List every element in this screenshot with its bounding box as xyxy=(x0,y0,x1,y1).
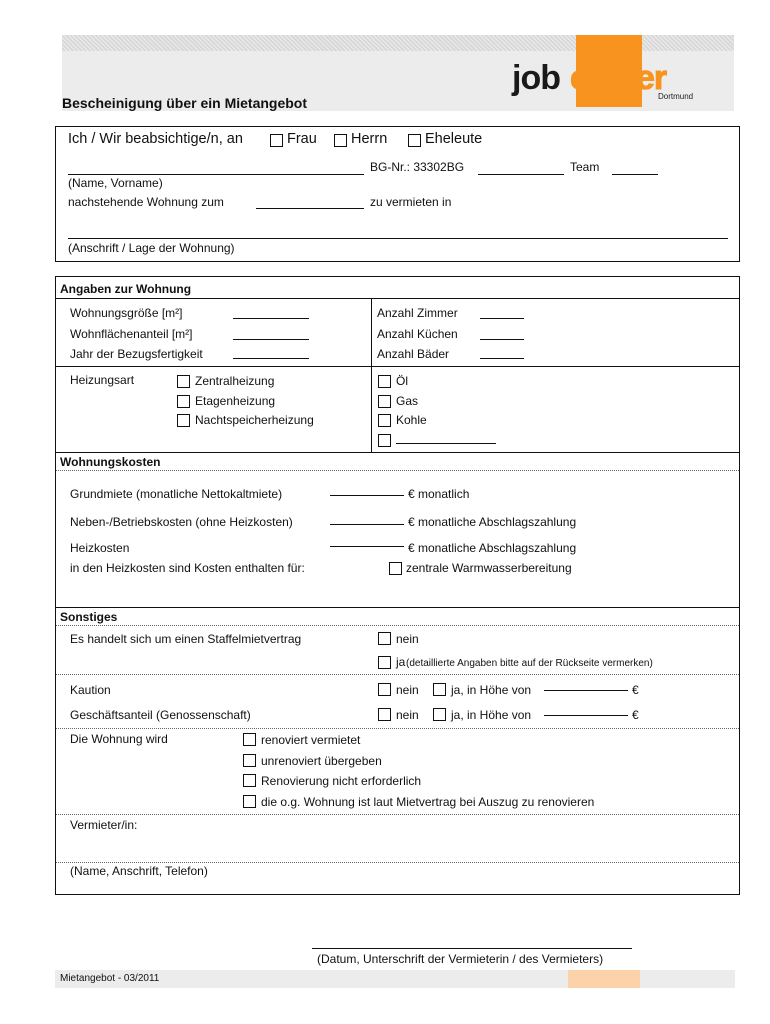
other-heating-line[interactable] xyxy=(396,443,496,444)
neben-line[interactable] xyxy=(330,524,404,525)
staffel-ja-label: ja xyxy=(396,655,406,669)
etagen-label: Etagenheizung xyxy=(195,394,276,408)
geschaeft-nein-label: nein xyxy=(396,708,419,722)
kuechen-line[interactable] xyxy=(480,339,524,340)
nicht-erforderlich-checkbox[interactable] xyxy=(243,774,256,787)
kaution-nein-label: nein xyxy=(396,683,419,697)
renovierung-rule xyxy=(56,814,739,815)
unrenoviert-checkbox[interactable] xyxy=(243,754,256,767)
zimmer-line[interactable] xyxy=(480,318,524,319)
etagen-checkbox[interactable] xyxy=(177,395,190,408)
anschrift-label: (Anschrift / Lage der Wohnung) xyxy=(68,241,235,255)
staffel-ja-checkbox[interactable] xyxy=(378,656,391,669)
geschaeft-ja-checkbox[interactable] xyxy=(433,708,446,721)
neben-unit: € monatliche Abschlagszahlung xyxy=(408,515,577,529)
oel-label: Öl xyxy=(396,374,408,388)
grundmiete-line[interactable] xyxy=(330,495,404,496)
baeder-label: Anzahl Bäder xyxy=(377,347,450,361)
kohle-label: Kohle xyxy=(396,413,427,427)
geschaeft-rule xyxy=(56,728,739,729)
grundmiete-unit: € monatlich xyxy=(408,487,470,501)
staffel-ja-note: (detaillierte Angaben bitte auf der Rückseite vermerken) xyxy=(406,658,653,669)
other-heating-checkbox[interactable] xyxy=(378,434,391,447)
kaution-euro: € xyxy=(632,683,639,697)
kaution-label: Kaution xyxy=(70,683,111,697)
logo-center: center xyxy=(570,59,667,97)
footer-orange-block xyxy=(568,970,640,988)
anteil-line[interactable] xyxy=(233,339,309,340)
geschaeft-label: Geschäftsanteil (Genossenschaft) xyxy=(70,708,251,722)
eheleute-label: Eheleute xyxy=(425,131,483,147)
heizkosten-unit: € monatliche Abschlagszahlung xyxy=(408,541,577,555)
heizkosten-line[interactable] xyxy=(330,546,404,547)
zentral-checkbox[interactable] xyxy=(177,375,190,388)
sonstiges-heading-rule xyxy=(56,625,739,626)
geschaeft-nein-checkbox[interactable] xyxy=(378,708,391,721)
herrn-label: Herrn xyxy=(351,131,388,147)
footer-version: Mietangebot - 03/2011 xyxy=(60,973,160,984)
kohle-checkbox[interactable] xyxy=(378,414,391,427)
baeder-line[interactable] xyxy=(480,358,524,359)
frau-label: Frau xyxy=(287,131,317,147)
groesse-label: Wohnungsgröße [m²] xyxy=(70,306,183,320)
eheleute-checkbox[interactable] xyxy=(408,134,421,147)
zimmer-label: Anzahl Zimmer xyxy=(377,306,458,320)
auszug-label: die o.g. Wohnung ist laut Mietvertrag bei Auszug zu renovieren xyxy=(261,795,595,809)
wohnung-zum-label: nachstehende Wohnung zum xyxy=(68,195,224,209)
frau-checkbox[interactable] xyxy=(270,134,283,147)
warmwasser-checkbox[interactable] xyxy=(389,562,402,575)
staffel-nein-checkbox[interactable] xyxy=(378,632,391,645)
groesse-line[interactable] xyxy=(233,318,309,319)
gas-label: Gas xyxy=(396,394,419,408)
wohnung-row-divider xyxy=(56,366,739,367)
nachtspeicher-checkbox[interactable] xyxy=(177,414,190,427)
unrenoviert-label: unrenoviert übergeben xyxy=(261,754,382,768)
nachtspeicher-label: Nachtspeicherheizung xyxy=(195,413,314,427)
jahr-label: Jahr der Bezugsfertigkeit xyxy=(70,347,203,361)
kuechen-label: Anzahl Küchen xyxy=(377,327,458,341)
vermieter-label: Vermieter/in: xyxy=(70,818,138,832)
signature-label: (Datum, Unterschrift der Vermieterin / des Vermieters) xyxy=(317,952,604,966)
renoviert-label: renoviert vermietet xyxy=(261,733,361,747)
geschaeft-amount-line[interactable] xyxy=(544,715,628,716)
auszug-checkbox[interactable] xyxy=(243,795,256,808)
kaution-nein-checkbox[interactable] xyxy=(378,683,391,696)
kosten-heading-rule xyxy=(56,470,739,471)
anschrift-line[interactable] xyxy=(68,238,728,239)
wohnung-wird-label: Die Wohnung wird xyxy=(70,732,168,746)
page-title: Bescheinigung über ein Mietangebot xyxy=(62,95,308,111)
vermieten-label: zu vermieten in xyxy=(370,195,452,209)
kaution-ja-label: ja, in Höhe von xyxy=(451,683,532,697)
intent-label: Ich / Wir beabsichtige/n, an xyxy=(68,131,243,147)
vermieter-info-label: (Name, Anschrift, Telefon) xyxy=(70,864,208,878)
staffel-label: Es handelt sich um einen Staffelmietvertrag xyxy=(70,632,302,646)
grundmiete-label: Grundmiete (monatliche Nettokaltmiete) xyxy=(70,487,283,501)
sonstiges-top-rule xyxy=(56,607,739,608)
logo-job: job xyxy=(512,59,560,97)
kaution-ja-checkbox[interactable] xyxy=(433,683,446,696)
oel-checkbox[interactable] xyxy=(378,375,391,388)
bg-nr-line[interactable] xyxy=(478,174,564,175)
kaution-amount-line[interactable] xyxy=(544,690,628,691)
signature-line[interactable] xyxy=(312,948,632,949)
bg-nr-label: BG-Nr.: 33302BG xyxy=(370,160,465,174)
staffel-nein-label: nein xyxy=(396,632,419,646)
warmwasser-label: zentrale Warmwasserbereitung xyxy=(406,561,572,575)
jahr-line[interactable] xyxy=(233,358,309,359)
team-label: Team xyxy=(570,160,600,174)
wohnung-column-divider xyxy=(371,298,372,452)
kosten-heading: Wohnungskosten xyxy=(60,455,161,469)
nicht-erforderlich-label: Renovierung nicht erforderlich xyxy=(261,774,422,788)
anteil-label: Wohnflächenanteil [m²] xyxy=(70,327,193,341)
vermieten-date-line[interactable] xyxy=(256,208,364,209)
name-input-line[interactable] xyxy=(68,174,364,175)
wohnung-heading-rule xyxy=(56,298,739,299)
herrn-checkbox[interactable] xyxy=(334,134,347,147)
wohnung-heading: Angaben zur Wohnung xyxy=(60,282,192,296)
enthalten-label: in den Heizkosten sind Kosten enthalten für: xyxy=(70,561,305,575)
neben-label: Neben-/Betriebskosten (ohne Heizkosten) xyxy=(70,515,293,529)
name-label: (Name, Vorname) xyxy=(68,176,163,190)
gas-checkbox[interactable] xyxy=(378,395,391,408)
heizungsart-label: Heizungsart xyxy=(70,373,135,387)
staffel-rule xyxy=(56,674,739,675)
renoviert-checkbox[interactable] xyxy=(243,733,256,746)
heizkosten-label: Heizkosten xyxy=(70,541,130,555)
zentral-label: Zentralheizung xyxy=(195,374,275,388)
kosten-top-rule xyxy=(56,452,739,453)
logo-city: Dortmund xyxy=(658,92,694,101)
sonstiges-heading: Sonstiges xyxy=(60,610,118,624)
geschaeft-ja-label: ja, in Höhe von xyxy=(451,708,532,722)
geschaeft-euro: € xyxy=(632,708,639,722)
vermieter-rule xyxy=(56,862,739,863)
team-line[interactable] xyxy=(612,174,658,175)
